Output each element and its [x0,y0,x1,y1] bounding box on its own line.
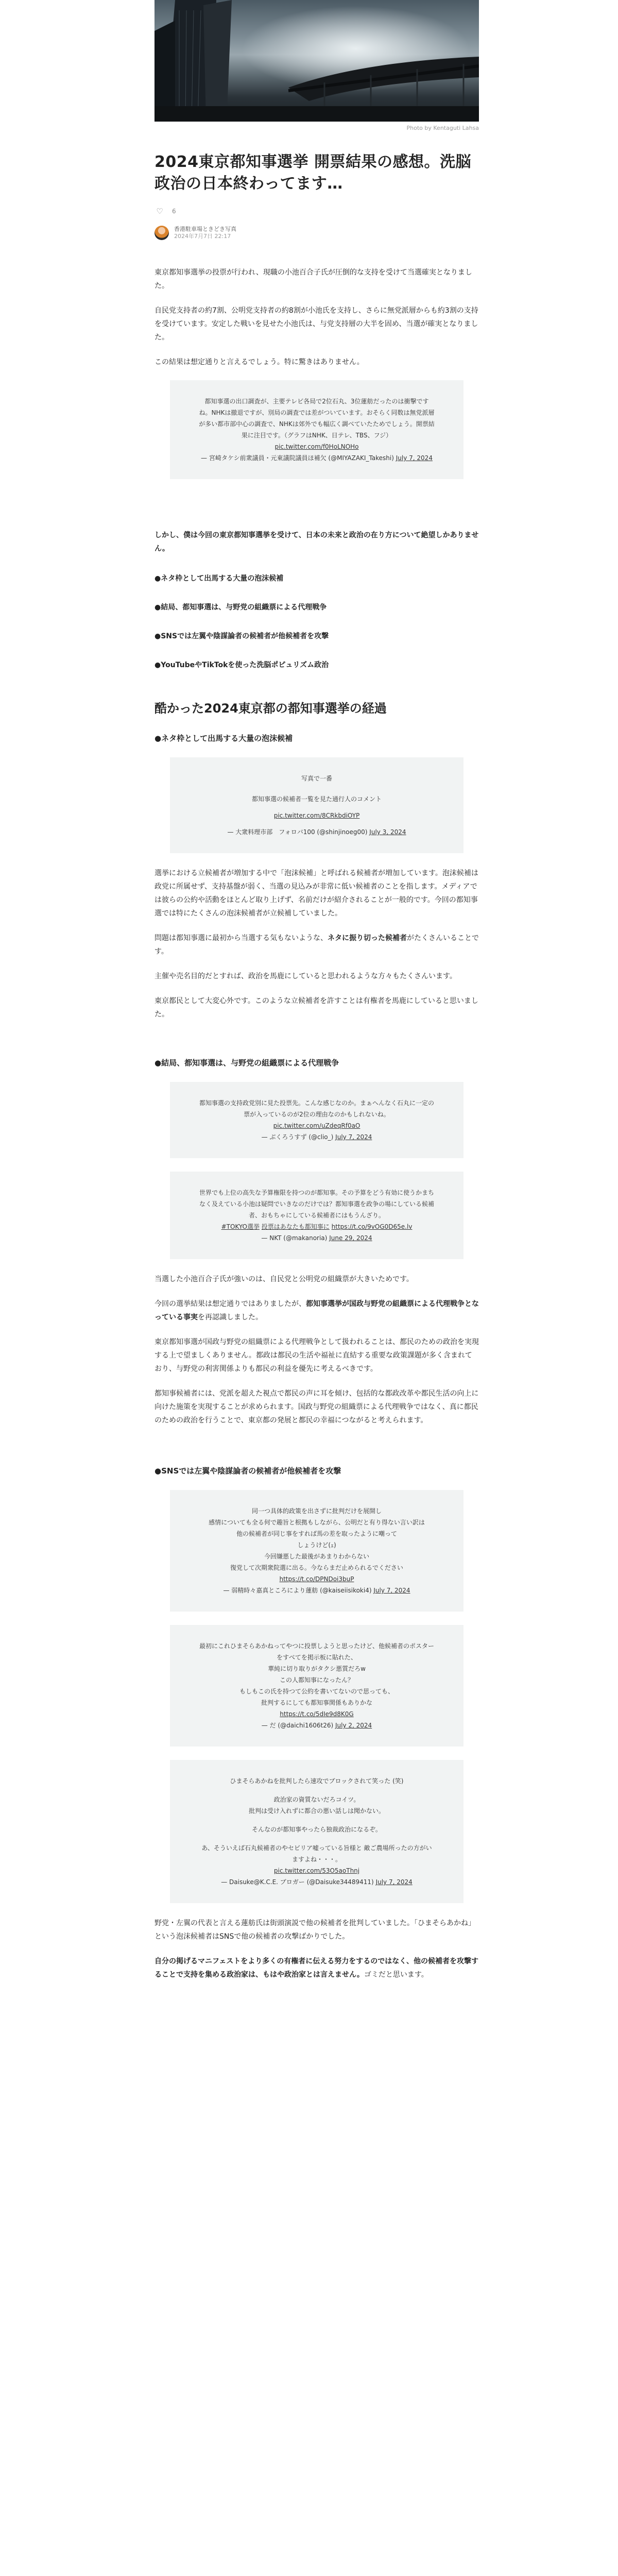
tweet-link[interactable]: pic.twitter.com/uZdeqRf0aO [273,1122,360,1129]
tweet-line: そんなのが都知事やったら独裁政治になるぞ。 [252,1826,382,1833]
tweet-date[interactable]: July 2, 2024 [335,1722,372,1729]
tweet-text: 世界でも上位の高失な予算権限を持つのが都知事。その予算をどう有効に使うかまちなく及えている小池は疑問でいきなのだけでは？都知事選を政争の場にしている候補者、おもちゃにしている候補者にはもうんざり。 [199,1189,434,1219]
hero-photo-illustration [154,0,479,122]
embedded-tweet [170,1760,464,1903]
post-date: 2024年7月7日 22:17 [174,233,231,240]
text-span: 今回の選挙結果は想定通りではありましたが、 [154,1300,306,1308]
tweet-date[interactable]: June 29, 2024 [329,1234,372,1242]
tweet-line: 他の候補者が同じ事をすれば馬の差を取ったように嘲って [236,1530,397,1537]
tweet-text: 都知事選の出口調査が、主要テレビ各局で2位石丸、3位蓮舫だったのは衝撃ですね。NHKは撤退ですが、別局の調査では差がついています。おそらく同数は無党派層が多い都市部中心の調査で、NHKは郊外でも幅広く調べていたためでしょう。開票結果に注目です。（グラフはNHK、日テレ、TBS、フジ） [199,398,435,439]
tweet-date[interactable]: July 7, 2024 [375,1878,413,1886]
tweet-line: 同一つ具体的政策を出さずに批判だけを展開し [251,1507,382,1515]
tweet-attribution: — NKT (@makanoria) [261,1234,328,1242]
article-column [154,0,479,1993]
embedded-tweet [170,1172,464,1259]
tweet-link[interactable]: https://t.co/DPNDoi3buP [279,1575,354,1583]
tweet-text: 都知事選の候補者一覧を見た通行人のコメント [251,795,382,803]
text-span: がたくさんいることです。 [154,934,479,956]
emphasis-text: ネタに振り切った候補者 [328,934,407,942]
tweet-link[interactable]: https://t.co/5dIe9d8K0G [280,1710,354,1718]
subsection-heading: ●ネタ枠として出馬する大量の泡沫候補 [154,734,293,743]
tweet-date[interactable]: July 7, 2024 [335,1133,372,1141]
tweet-line: もしもこの氏を持つて公約を書いてないので思っても、 [239,1688,394,1695]
toc-item: ●結局、都知事選は、与野党の組織票による代理戦争 [154,603,327,612]
tweet-header: 写真で一番 [301,775,332,782]
tweet-hashtag[interactable]: #TOKYO選挙 [221,1223,260,1230]
tweet-link[interactable]: https://t.co/9vOG0D65e.lv [331,1223,413,1230]
tweet-line: 今回嫌悪した最後があまりわからない [264,1553,369,1560]
embedded-tweet [170,380,464,479]
tweet-attribution: — ぶくろうすず (@clio_) [261,1133,334,1141]
tweet-line: 復党して次期衆院選に出る。今ならまだ止められるでください [230,1564,403,1571]
tweet-date[interactable]: July 7, 2024 [396,454,433,462]
author-block[interactable] [154,224,479,242]
author-meta [174,226,236,240]
tweet-link[interactable]: pic.twitter.com/8CRkbdiOYP [273,812,360,819]
paragraph: 東京都民として大変心外です。このような立候補者を許すことは有権者を馬鹿にしていると思いました。 [154,997,478,1019]
tweet-line: 最初にこれひまそらあかねってやつに投票しようと思ったけど、他候補者のポスターをすべてを掲示板に貼れた、 [199,1642,434,1661]
tweet-attribution: — 弱精時々嘉真ところにより蓮舫 (@kaiseiisikoki4) [223,1587,372,1594]
paragraph: 自民党支持者の約7割、公明党支持者の約8割が小池氏を支持し、さらに無党派層からも約3割の支持を受けています。安定した戦いを見せた小池氏は、与党支持層の大半を固め、当選が確実となりました。 [154,307,478,342]
paragraph: 東京都知事選挙の投票が行われ、現職の小池百合子氏が圧倒的な支持を受けて当選確実となりました。 [154,268,472,290]
paragraph [154,931,479,958]
heart-icon[interactable]: ♡ [156,207,163,216]
paragraph: しかし、僕は今回の東京都知事選挙を受けて、日本の未来と政治の在り方について絶望しかありません。 [154,531,479,553]
embedded-tweet [170,1490,464,1612]
tweet-date[interactable]: July 3, 2024 [369,828,406,836]
paragraph: 選挙における立候補者が増加する中で「泡沫候補」と呼ばれる候補者が増加しています。泡沫候補は政党に所属せず、支持基盤が弱く、当選の見込みが非常に低い候補者のことを指します。メディアでは彼らの公約や活動をほとんど取り上げず、名前だけが紹介されることが一般的です。今回の都知事選では特にたくさんの泡沫候補者が立候補していました。 [154,869,478,918]
subsection-heading: ●SNSでは左翼や陰謀論者の候補者が他候補者を攻撃 [154,1466,341,1476]
toc-item: ●ネタ枠として出馬する大量の泡沫候補 [154,574,284,583]
embedded-tweet [170,1082,464,1158]
embedded-tweet [170,757,464,853]
author-name[interactable]: 香港駐車場ときどき写真 [174,226,236,232]
text-span: ゴミだと思います。 [364,1971,428,1979]
tweet-line: 感情についても全る何で趣旨と根拠もしながら、公明だと有り得ない言い訳は [209,1519,425,1526]
hero-image [154,0,479,122]
tweet-attribution: — 宮崎タケシ前衆議員・元東議院議員ほ補欠 (@MIYAZAKI_Takeshi) [201,454,394,462]
tweet-attribution: — Daisuke@K.C.E. ブロガー (@Daisuke34489411) [221,1878,374,1886]
tweet-link[interactable]: pic.twitter.com/f0HoLNOHo [274,443,359,450]
tweet-attribution: — だ (@daichi1606t26) [261,1722,334,1729]
paragraph: この結果は想定通りと言えるでしょう。特に驚きはありません。 [154,358,364,366]
article-body [154,266,479,1981]
tweet-line: 政治家の資質ないだろコイツ。 [273,1796,360,1803]
article-title: 2024東京都知事選挙 開票結果の感想。洗脳政治の日本終わってます… [154,153,471,193]
paragraph: 都知事候補者には、党派を超えた視点で都民の声に耳を傾け、包括的な都政改革や都民生活の向上に向けた施策を実現することが求められます。国政与野党の組織票による代理戦争ではなく、真に都民のための政治を行うことで、東京都の発展と都民の幸福につながると考えられます。 [154,1389,479,1425]
tweet-date[interactable]: July 7, 2024 [373,1587,410,1594]
paragraph [154,1297,479,1324]
tweet-link[interactable]: pic.twitter.com/53O5aoThnj [273,1867,360,1874]
text-span: 問題は都知事選に最初から当選する気もないような、 [154,934,328,942]
tweet-line: この人都知事になったん？ [279,1676,354,1684]
tweet-line: ひまそらあかねを批判したら速攻でブロックされて笑った (笑) [230,1777,404,1785]
paragraph: 主催や売名目的だとすれば、政治を馬鹿にしていると思われるような方々もたくさんいます。 [154,972,457,980]
text-span: を再認識しました。 [198,1313,263,1321]
embedded-tweet [170,1625,464,1747]
tweet-text: 都知事選の支持政党別に見た投票先。こんな感じなのか。まぁへんなく石丸に一定の票が入っているのが2位の理由なのかもしれないね。 [199,1099,434,1118]
paragraph: 野党・左翼の代表と言える蓮舫氏は街頭演説で他の候補者を批判していました。「ひまそらあかね」という泡沫候補者はSNSで他の候補者の攻撃ばかりでした。 [154,1919,475,1941]
tweet-line: しょうけど(ｪ) [297,1541,336,1549]
subsection-heading: ●結局、都知事選は、与野党の組織票による代理戦争 [154,1058,339,1067]
photo-credit: Photo by Kentaguti Lahsa [406,125,479,131]
tweet-line: あ、そういえば石丸候補者のやセビリア嘘っている旨様と 敵ご農場所ったの方がいますよね・・・。 [201,1844,432,1863]
tweet-attribution: — 大衆料理市部 フォロバ100 (@shinjinoeg00) [227,828,368,836]
toc-item: ●YouTubeやTikTokを使った洗脳ポピュリズム政治 [154,661,329,669]
tweet-hashtag[interactable]: 投票はあなたも都知事に [261,1223,330,1230]
tweet-line: 批判するにしても都知事関係もありかな [261,1699,372,1706]
tweet-line: 批判は受け入れずに都合の悪い話しは聞かない。 [248,1807,385,1815]
paragraph: 東京都知事選が国政与野党の組織票による代理戦争として扱われることは、都民のための政治を実現する上で望ましくありません。都政は都民の生活や福祉に直結する重要な政策課題が多く含まれており、与野党の利害関係よりも都民の利益を優先に考えるべきです。 [154,1338,479,1373]
paragraph: 当選した小池百合子氏が強いのは、自民党と公明党の組織票が大きいためです。 [154,1275,414,1283]
toc-item: ●SNSでは左翼や陰謀論者の候補者が他候補者を攻撃 [154,632,329,640]
avatar[interactable] [154,226,169,240]
emphasis-text: 都知事選挙が国政与野党の組織票による代理戦争となっている事実 [154,1300,479,1321]
paragraph [154,1955,479,1981]
emphasis-text: 自分の掲げるマニフェストをより多くの有権者に伝える努力をするのではなく、他の候補者を攻撃することで支持を集める政治家は、もはや政治家とは言えません。 [154,1957,479,1979]
like-row [154,206,479,216]
like-count: 6 [172,208,176,215]
section-heading: 酷かった2024東京都の都知事選挙の経過 [154,701,387,716]
tweet-line: 華純に切り取りがタクシ悪質だろw [268,1665,366,1672]
